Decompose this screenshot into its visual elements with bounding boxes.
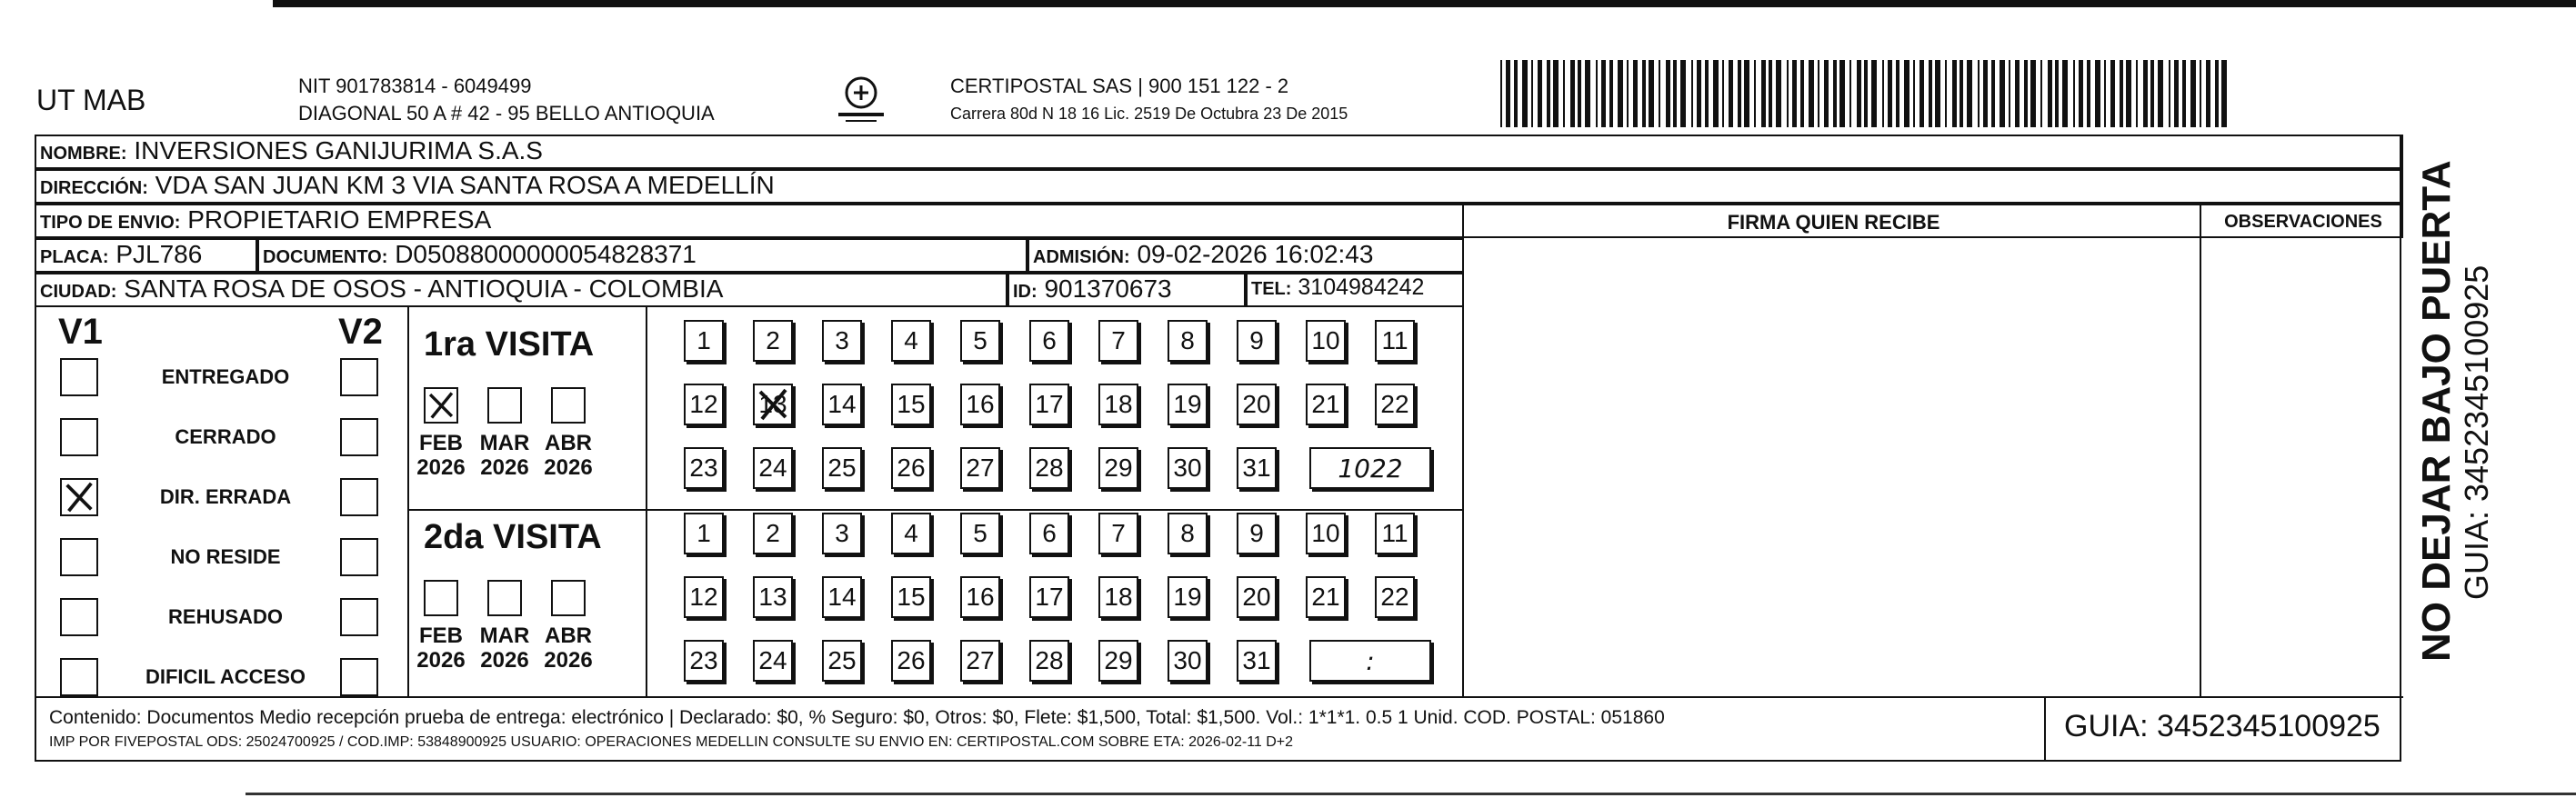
day-box[interactable] [1237,447,1277,489]
day-box[interactable] [960,447,1000,489]
v1-checkbox[interactable] [60,478,98,516]
day-box[interactable] [684,640,724,682]
courier-info [950,73,1348,127]
month-name: MAR [479,431,530,455]
day-box[interactable] [822,513,862,554]
month-checkbox-abr[interactable] [551,580,586,616]
day-box[interactable] [1168,447,1208,489]
day-number: 27 [966,646,995,674]
month-checkbox-mar[interactable] [487,387,522,424]
day-box[interactable] [753,513,793,554]
visit-time: : [1366,645,1375,676]
day-box[interactable] [1029,447,1069,489]
month-year: 2026 [416,455,466,480]
day-box[interactable] [684,513,724,554]
month-label [477,431,532,480]
month-year: 2026 [544,455,593,480]
day-box[interactable] [822,640,862,682]
courier-license: Carrera 80d N 18 16 Lic. 2519 De Octubra 23 De 2015 [950,105,1348,123]
day-number: 5 [973,519,987,547]
status-divider [407,307,409,696]
day-box[interactable] [1237,384,1277,425]
day-box[interactable] [1168,640,1208,682]
day-number: 9 [1249,519,1264,547]
x-mark-icon [755,385,791,424]
day-number: 16 [966,390,995,418]
sender-info [298,73,715,127]
month-year: 2026 [544,648,593,673]
day-number: 14 [827,583,857,611]
day-box[interactable] [1168,513,1208,554]
footer-divider [35,696,2403,698]
day-number: 6 [1042,326,1057,354]
day-number: 1 [697,326,711,354]
day-number: 6 [1042,519,1057,547]
day-number: 29 [1104,646,1133,674]
day-number: 18 [1104,583,1133,611]
day-number: 5 [973,326,987,354]
day-number: 30 [1173,646,1202,674]
day-number: 14 [827,390,857,418]
footer-print-info: IMP POR FIVEPOSTAL ODS: 25024700925 / COD.IMP: 53848900925 USUARIO: OPERACIONES MEDELLIN CONSULTE SU ENVIO EN: CERTIPOSTAL.COM SOBRE ETA: 2026-02-11 D+2 [49,734,1294,750]
firma-left-border [1462,204,1464,698]
day-box[interactable] [1237,640,1277,682]
day-box[interactable] [684,320,724,362]
day-box[interactable] [960,384,1000,425]
day-number: 10 [1311,519,1340,547]
v2-checkbox[interactable] [340,358,378,396]
month-year: 2026 [480,648,529,673]
v2-checkbox[interactable] [340,598,378,636]
day-box[interactable] [891,384,931,425]
day-number: 30 [1173,454,1202,482]
v1-checkbox[interactable] [60,418,98,456]
courier-name: CERTIPOSTAL SAS | 900 151 122 - 2 [950,75,1289,97]
day-number: 3 [835,519,849,547]
status-option-label: DIFICIL ACCESO [145,665,306,688]
day-number: 18 [1104,390,1133,418]
month-name: MAR [479,623,530,648]
side-guia: GUIA: 3452345100925 [2458,264,2495,600]
documento-label: DOCUMENTO: [263,247,388,267]
day-box[interactable] [753,320,793,362]
footer-guia: GUIA: 3452345100925 [2064,709,2381,743]
visit-time: 1022 [1338,453,1403,484]
day-box[interactable] [684,384,724,425]
sender-name: UT MAB [36,84,146,116]
v2-checkbox[interactable] [340,478,378,516]
day-number: 17 [1035,390,1064,418]
day-box[interactable] [1375,576,1415,618]
month-checkbox-feb[interactable] [424,387,458,424]
day-number: 21 [1311,583,1340,611]
day-box[interactable] [1098,513,1138,554]
admision-cell [1027,238,1464,273]
months-divider [646,307,647,696]
ciudad-label: CIUDAD: [40,282,117,302]
day-number: 8 [1180,326,1195,354]
day-number: 3 [835,326,849,354]
day-box[interactable] [891,513,931,554]
day-number: 15 [897,583,926,611]
day-box[interactable] [753,640,793,682]
direccion-label: DIRECCIÓN: [40,178,148,198]
second-time-box[interactable] [1309,640,1431,682]
placa-label: PLACA: [40,247,109,267]
day-box[interactable] [1098,384,1138,425]
day-number: 21 [1311,390,1340,418]
month-label [541,431,596,480]
month-label [414,623,468,673]
day-number: 28 [1035,646,1064,674]
first-title: 1ra VISITA [424,325,595,364]
day-number: 25 [827,646,857,674]
tipo-row [35,204,1464,238]
day-number: 31 [1242,646,1271,674]
day-number: 22 [1380,390,1409,418]
top-border [273,0,2576,7]
v2-checkbox[interactable] [340,538,378,576]
day-box[interactable] [1237,576,1277,618]
nombre-row [35,135,2403,169]
day-number: 4 [904,519,918,547]
day-box[interactable] [1029,513,1069,554]
day-number: 11 [1381,326,1408,354]
month-name: ABR [545,431,592,455]
v1-checkbox[interactable] [60,598,98,636]
day-number: 20 [1242,390,1271,418]
status-option-label: NO RESIDE [170,545,281,568]
day-number: 24 [758,454,787,482]
firma-header: FIRMA QUIEN RECIBE [1462,204,2201,238]
ciudad-value: SANTA ROSA DE OSOS - ANTIOQUIA - COLOMBIA [124,274,724,303]
id-value: 901370673 [1044,274,1172,303]
day-box[interactable] [1306,576,1346,618]
documento-cell [257,238,1027,273]
day-number: 27 [966,454,995,482]
status-option-label: ENTREGADO [161,365,290,388]
day-number: 17 [1035,583,1064,611]
day-box[interactable] [1168,320,1208,362]
month-name: FEB [419,431,463,455]
day-number: 26 [897,646,926,674]
tel-value: 3104984242 [1298,274,1425,300]
day-box[interactable] [822,384,862,425]
nombre-label: NOMBRE: [40,144,127,164]
day-box[interactable] [1375,320,1415,362]
footer-guia-divider [2044,696,2046,762]
day-number: 13 [758,583,787,611]
second-title: 2da VISITA [424,518,602,556]
day-box[interactable] [1098,640,1138,682]
admision-label: ADMISIÓN: [1033,247,1130,267]
day-number: 12 [689,390,718,418]
day-number: 24 [758,646,787,674]
month-name: ABR [545,623,592,648]
direccion-row [35,169,2403,204]
day-box[interactable] [1029,576,1069,618]
month-label [414,431,468,480]
day-number: 28 [1035,454,1064,482]
day-number: 16 [966,583,995,611]
day-number: 7 [1111,519,1126,547]
day-number: 26 [897,454,926,482]
day-box[interactable] [960,576,1000,618]
day-box[interactable] [822,447,862,489]
day-box[interactable] [1029,640,1069,682]
day-number: 10 [1311,326,1340,354]
day-number: 9 [1249,326,1264,354]
day-number: 19 [1173,390,1202,418]
month-checkbox-mar[interactable] [487,580,522,616]
day-box[interactable] [1306,384,1346,425]
month-checkbox-abr[interactable] [551,387,586,424]
day-box[interactable] [684,576,724,618]
certipostal-logo [829,73,893,127]
month-year: 2026 [480,455,529,480]
v2-header: V2 [338,312,383,352]
nombre-value: INVERSIONES GANIJURIMA S.A.S [134,136,543,165]
day-box[interactable] [1098,576,1138,618]
x-mark-icon [62,480,96,514]
day-box[interactable] [1098,320,1138,362]
day-number: 7 [1111,326,1126,354]
visits-divider [407,509,1462,511]
first-time-box[interactable] [1309,447,1431,489]
day-mark [755,385,791,424]
id-cell [1007,273,1246,307]
day-number: 11 [1381,519,1408,547]
day-box[interactable] [1168,384,1208,425]
day-number: 8 [1180,519,1195,547]
day-box[interactable] [1375,513,1415,554]
observaciones-header: OBSERVACIONES [2200,204,2403,238]
day-box[interactable] [960,513,1000,554]
day-box[interactable] [891,447,931,489]
documento-value: D05088000000054828371 [395,240,697,268]
month-label [477,623,532,673]
v1-checkbox[interactable] [60,658,98,696]
ciudad-cell [35,273,1007,307]
x-mark-icon [426,389,456,422]
day-box[interactable] [1237,320,1277,362]
day-number: 15 [897,390,926,418]
day-box[interactable] [960,640,1000,682]
barcode [1500,60,2228,127]
status-option-label: DIR. ERRADA [159,485,292,508]
sender-nit: NIT 901783814 - 6049499 [298,75,532,97]
month-year: 2026 [416,648,466,673]
day-number: 1 [697,519,711,547]
placa-value: PJL786 [115,240,203,268]
side-warning: NO DEJAR BAJO PUERTA [2414,160,2459,662]
day-box[interactable] [684,447,724,489]
day-box[interactable] [1029,320,1069,362]
day-box[interactable] [891,640,931,682]
day-box[interactable] [1306,513,1346,554]
day-box[interactable] [822,320,862,362]
day-number: 20 [1242,583,1271,611]
bottom-border [246,793,2576,795]
v2-checkbox[interactable] [340,418,378,456]
day-number: 2 [766,519,780,547]
month-label [541,623,596,673]
day-number: 13 [758,390,787,418]
day-box[interactable] [822,576,862,618]
v1-header: V1 [58,312,103,352]
day-box[interactable] [753,447,793,489]
v2-checkbox[interactable] [340,658,378,696]
day-box[interactable] [1098,447,1138,489]
tipo-label: TIPO DE ENVIO: [40,213,181,233]
month-name: FEB [419,623,463,648]
status-option-label: REHUSADO [168,605,283,628]
sender-address: DIAGONAL 50 A # 42 - 95 BELLO ANTIOQUIA [298,102,715,125]
tipo-value: PROPIETARIO EMPRESA [187,205,492,234]
day-box[interactable] [1237,513,1277,554]
admision-value: 09-02-2026 16:02:43 [1137,240,1374,268]
day-box[interactable] [753,384,793,425]
day-box[interactable] [1168,576,1208,618]
day-number: 4 [904,326,918,354]
day-number: 2 [766,326,780,354]
tel-cell [1246,273,1464,307]
month-checkbox-feb[interactable] [424,580,458,616]
day-number: 23 [689,454,718,482]
placa-cell [35,238,257,273]
day-number: 19 [1173,583,1202,611]
day-number: 29 [1104,454,1133,482]
day-box[interactable] [1029,384,1069,425]
footer-contents: Contenido: Documentos Medio recepción prueba de entrega: electrónico | Declarado: $0, % Seguro: $0, Otros: $0, Flete: $1,500, Total: $1,500. Vol.: 1*1*1. 0.5 1 Unid. COD. POSTAL: 051860 [49,707,1665,728]
day-number: 25 [827,454,857,482]
day-box[interactable] [891,320,931,362]
day-box[interactable] [891,576,931,618]
v1-checkbox[interactable] [60,538,98,576]
id-label: ID: [1013,282,1037,302]
day-box[interactable] [753,576,793,618]
day-number: 22 [1380,583,1409,611]
observaciones-left-border [2200,204,2201,698]
tel-label: TEL: [1251,279,1292,299]
status-option-label: CERRADO [175,425,276,448]
day-number: 31 [1242,454,1271,482]
day-box[interactable] [1306,320,1346,362]
v1-checkbox[interactable] [60,358,98,396]
day-number: 12 [689,583,718,611]
day-box[interactable] [960,320,1000,362]
day-number: 23 [689,646,718,674]
day-box[interactable] [1375,384,1415,425]
direccion-value: VDA SAN JUAN KM 3 VIA SANTA ROSA A MEDELLÍN [155,171,775,199]
